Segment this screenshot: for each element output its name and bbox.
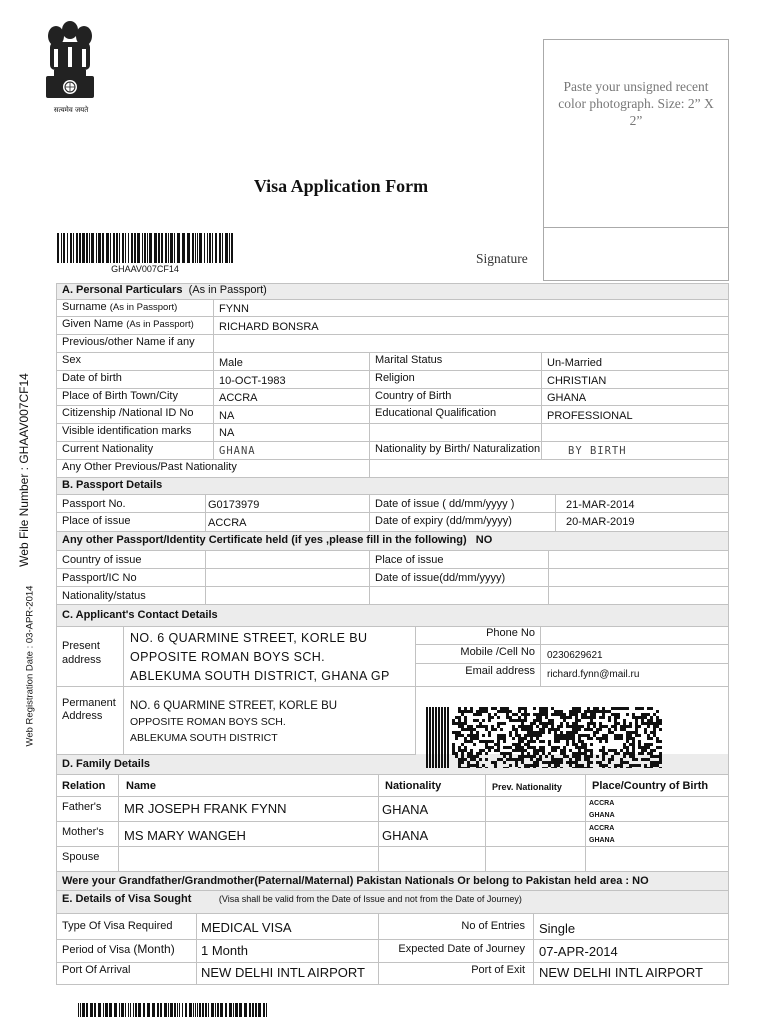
col-divider — [369, 352, 370, 477]
rule — [56, 846, 729, 847]
dob-label: Date of birth — [62, 372, 122, 384]
sex-label: Sex — [62, 354, 81, 366]
marital-status-value: Un-Married — [547, 357, 603, 369]
mother-birth-city: ACCRA — [589, 825, 615, 832]
education-value: PROFESSIONAL — [547, 410, 633, 422]
issue-date-value: 21-MAR-2014 — [566, 499, 635, 511]
nationality-status-label: Nationality/status — [62, 590, 146, 602]
permanent-address-label — [62, 697, 116, 723]
rule — [56, 370, 729, 371]
col-divider — [123, 626, 124, 754]
country-of-issue-label: Country of issue — [62, 554, 142, 566]
email-label: Email address — [465, 665, 535, 677]
country-of-birth-value: GHANA — [547, 392, 587, 404]
rule — [56, 754, 416, 755]
rule — [56, 871, 729, 872]
given-name-label-text: Given Name — [62, 318, 124, 330]
rule — [415, 644, 729, 645]
port-of-exit-value: NEW DELHI INTL AIRPORT — [539, 965, 703, 980]
current-nationality-label: Current Nationality — [62, 443, 154, 455]
form-title: Visa Application Form — [253, 176, 429, 196]
col-divider — [533, 913, 534, 984]
section-e-title: E. Details of Visa Sought — [62, 893, 192, 905]
place-of-birth-label: Place of Birth Town/City — [62, 390, 178, 402]
col-divider — [118, 774, 119, 871]
previous-name-label: Previous/other Name if any — [62, 336, 195, 348]
surname-value: FYNN — [219, 303, 249, 315]
father-nationality: GHANA — [382, 802, 429, 817]
permanent-address-line: NO. 6 QUARMINE STREET, KORLE BU — [130, 700, 338, 712]
col-divider — [213, 299, 214, 459]
pakistan-question — [62, 875, 649, 888]
identification-marks-value: NA — [219, 427, 235, 439]
rule — [56, 494, 729, 495]
rule — [56, 423, 729, 424]
col-divider — [205, 494, 206, 531]
web-registration-date: Web Registration Date : 03-APR-2014 — [24, 585, 36, 747]
mobile-value: 0230629621 — [547, 650, 603, 661]
emblem-motto: सत्यमेव जयते — [53, 106, 89, 114]
section-c-heading: C. Applicant's Contact Details — [62, 609, 218, 621]
place-of-birth-value: ACCRA — [219, 392, 258, 404]
mother-birth-country: GHANA — [589, 837, 615, 844]
col-divider — [541, 352, 542, 459]
dob-value: 10-OCT-1983 — [219, 375, 286, 387]
col-divider — [205, 550, 206, 604]
rule — [56, 962, 729, 963]
barcode-bottom — [78, 1003, 268, 1017]
rule — [56, 459, 729, 460]
visa-period-label-text: Period of Visa — [62, 944, 131, 956]
current-nationality-value: GHANA — [219, 445, 256, 457]
col-divider — [540, 626, 541, 686]
visa-period-label — [62, 943, 175, 957]
web-file-number: Web File Number : GHAAV007CF14 — [17, 373, 31, 567]
present-address-line: NO. 6 QUARMINE STREET, KORLE BU — [130, 631, 368, 645]
rule — [56, 774, 729, 775]
country-of-birth-label: Country of Birth — [375, 390, 452, 402]
journey-date-label: Expected Date of Journey — [398, 943, 525, 955]
rule — [56, 939, 729, 940]
identification-marks-label: Visible identification marks — [62, 425, 192, 437]
rule — [56, 316, 729, 317]
mother-name: MS MARY WANGEH — [124, 828, 246, 843]
given-name-value: RICHARD BONSRA — [219, 321, 319, 333]
pakistan-question-text: Were your Grandfather/Grandmother(Paternal/Maternal) Pakistan Nationals Or belong to Pakistan held area : — [62, 875, 630, 887]
passport-no-value: G0173979 — [208, 499, 260, 511]
mobile-label: Mobile /Cell No — [460, 646, 535, 658]
col-divider — [369, 494, 370, 531]
barcode-text: GHAAV007CF14 — [111, 264, 179, 274]
rule — [56, 913, 729, 914]
rule — [56, 550, 729, 551]
education-label: Educational Qualification — [375, 407, 497, 419]
citizenship-label: Citizenship /National ID No — [62, 407, 194, 419]
father-birth-city: ACCRA — [589, 800, 615, 807]
present-address-label — [62, 639, 101, 667]
father-relation: Father's — [62, 801, 102, 813]
port-of-arrival-label: Port Of Arrival — [62, 964, 131, 976]
issue-date-label: Date of issue ( dd/mm/yyyy ) — [375, 498, 515, 510]
present-address-value — [130, 629, 390, 686]
rule — [56, 984, 729, 985]
rule — [56, 441, 729, 442]
surname-note: (As in Passport) — [109, 302, 178, 313]
rule — [56, 299, 729, 300]
father-birth-place — [589, 798, 615, 822]
citizenship-value: NA — [219, 410, 235, 422]
section-d-heading: D. Family Details — [62, 758, 151, 770]
present-address-label-2: address — [62, 654, 102, 666]
other-place-of-issue-label: Place of issue — [375, 554, 444, 566]
permanent-address-line: OPPOSITE ROMAN BOYS SCH. — [130, 716, 286, 728]
other-issue-date-label: Date of issue(dd/mm/yyyy) — [375, 572, 506, 584]
visa-type-label: Type Of Visa Required — [62, 920, 173, 932]
rule — [56, 821, 729, 822]
col-divider — [485, 774, 486, 871]
rule — [56, 512, 729, 513]
rule — [56, 686, 729, 687]
given-name-note: (As in Passport) — [126, 319, 194, 330]
rule — [415, 663, 729, 664]
col-divider — [555, 494, 556, 531]
permanent-address-label-1: Permanent — [62, 697, 116, 709]
pakistan-answer: NO — [632, 875, 649, 887]
family-col-birth: Place/Country of Birth — [592, 780, 709, 792]
entries-value: Single — [539, 921, 576, 936]
nationality-by-label: Nationality by Birth/ Naturalization — [375, 443, 541, 455]
visa-type-value: MEDICAL VISA — [201, 920, 292, 935]
permanent-address-value — [130, 698, 337, 746]
port-of-arrival-value: NEW DELHI INTL AIRPORT — [201, 965, 365, 980]
entries-label: No of Entries — [461, 920, 525, 932]
other-passport-heading — [62, 534, 492, 547]
family-col-prev-nationality: Prev. Nationality — [492, 782, 562, 792]
phone-label: Phone No — [486, 627, 535, 639]
family-col-name: Name — [126, 780, 156, 792]
section-b-heading: B. Passport Details — [62, 479, 163, 491]
journey-date-value: 07-APR-2014 — [539, 944, 618, 959]
sex-value: Male — [219, 357, 243, 369]
rule — [56, 388, 729, 389]
signature-label: Signature — [476, 251, 528, 266]
section-a-note: (As in Passport) — [188, 284, 267, 296]
passport-ic-no-label: Passport/IC No — [62, 572, 137, 584]
rule — [56, 626, 729, 627]
place-of-issue-label: Place of issue — [62, 515, 131, 527]
rule — [56, 604, 729, 605]
rule — [56, 352, 729, 353]
other-passport-question: Any other Passport/Identity Certificate held (if yes ,please fill in the following) — [62, 534, 467, 546]
section-e-note: (Visa shall be valid from the Date of Issue and not from the Date of Journey) — [218, 894, 522, 904]
section-e-heading — [62, 893, 522, 906]
col-divider — [548, 550, 549, 604]
rule — [56, 334, 729, 335]
col-divider — [378, 774, 379, 871]
present-address-label-1: Present — [62, 640, 100, 652]
nationality-by-value: BY BIRTH — [568, 445, 627, 457]
passport-no-label: Passport No. — [62, 498, 126, 510]
surname-label — [62, 301, 177, 314]
other-passport-answer: NO — [475, 534, 493, 546]
father-name: MR JOSEPH FRANK FYNN — [124, 801, 287, 816]
religion-value: CHRISTIAN — [547, 375, 607, 387]
religion-label: Religion — [375, 372, 415, 384]
visa-period-unit: (Month) — [133, 942, 175, 956]
2d-barcode — [426, 707, 662, 768]
rule — [56, 890, 729, 891]
expiry-date-label: Date of expiry (dd/mm/yyyy) — [375, 515, 512, 527]
marital-status-label: Marital Status — [375, 354, 443, 366]
surname-label-text: Surname — [62, 301, 107, 313]
expiry-date-value: 20-MAR-2019 — [566, 516, 635, 528]
rule — [56, 568, 729, 569]
past-nationality-label: Any Other Previous/Past Nationality — [62, 461, 237, 473]
col-divider — [585, 774, 586, 871]
photo-instructions: Paste your unsigned recent color photograph. Size: 2” X 2” — [544, 40, 728, 228]
rule — [56, 477, 729, 478]
mother-birth-place — [589, 823, 615, 847]
col-divider — [369, 550, 370, 604]
family-col-relation: Relation — [62, 780, 106, 792]
port-of-exit-label: Port of Exit — [471, 964, 525, 976]
father-birth-country: GHANA — [589, 812, 615, 819]
rule — [56, 531, 729, 532]
present-address-line: OPPOSITE ROMAN BOYS SCH. — [130, 650, 326, 664]
section-a-heading — [62, 284, 267, 297]
present-address-line: ABLEKUMA SOUTH DISTRICT, GHANA GP — [130, 669, 390, 683]
mother-relation: Mother's — [62, 826, 104, 838]
section-a-title: A. Personal Particulars — [62, 284, 183, 296]
mother-nationality: GHANA — [382, 828, 429, 843]
permanent-address-label-2: Address — [62, 710, 103, 722]
rule — [56, 405, 729, 406]
permanent-address-line: ABLEKUMA SOUTH DISTRICT — [130, 732, 278, 744]
spouse-relation: Spouse — [62, 851, 100, 863]
family-col-nationality: Nationality — [385, 780, 442, 792]
rule — [56, 586, 729, 587]
col-divider — [196, 913, 197, 984]
given-name-label — [62, 318, 194, 331]
rule — [56, 796, 729, 797]
place-of-issue-value: ACCRA — [208, 517, 247, 529]
email-value: richard.fynn@mail.ru — [547, 669, 640, 680]
visa-period-value: 1 Month — [201, 943, 248, 958]
